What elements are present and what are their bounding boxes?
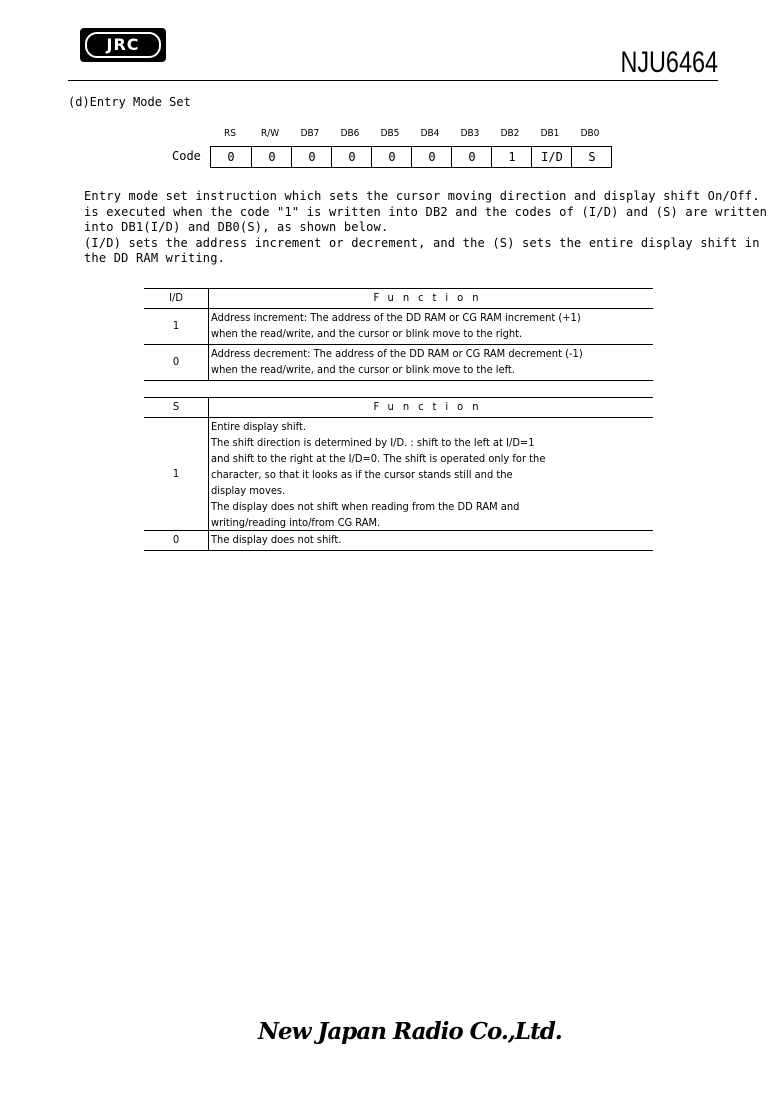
paragraph-line: (I/D) sets the address increment or decrement, and the (S) sets the entire display shift in [84, 236, 760, 250]
code-cell: I/D [531, 147, 572, 167]
table-top-rule [144, 288, 653, 289]
table-row-key: 1 [172, 319, 180, 332]
table-row-text: writing/reading into/from CG RAM. [211, 516, 381, 529]
table-row-text: Address decrement: The address of the DD RAM or CG RAM decrement (-1) [211, 347, 583, 360]
table-row-text: The display does not shift. [211, 533, 342, 546]
table-top-rule [144, 397, 653, 398]
code-row-label: Code [172, 149, 201, 163]
paragraph-line: the DD RAM writing. [84, 251, 226, 265]
code-cell: 0 [411, 147, 452, 167]
part-number: NJU6464 [620, 46, 718, 79]
table-head-key: S [172, 400, 180, 413]
paragraph-line: Entry mode set instruction which sets the cursor moving direction and display shift On/Off. [84, 189, 760, 203]
table-row-text: The shift direction is determined by I/D. : shift to the left at I/D=1 [211, 436, 535, 449]
code-cell: 0 [331, 147, 372, 167]
code-col-header: DB6 [340, 128, 360, 139]
table-row-rule [144, 550, 653, 551]
paragraph-line: into DB1(I/D) and DB0(S), as shown below. [84, 220, 389, 234]
code-col-header: RS [224, 128, 236, 139]
code-col-header: R/W [260, 128, 280, 139]
code-col-header: DB5 [380, 128, 400, 139]
table-divider [208, 288, 209, 380]
table-head-rule [144, 308, 653, 309]
table-row-text: display moves. [211, 484, 286, 497]
table-row-text: and shift to the right at the I/D=0. The shift is operated only for the [211, 452, 546, 465]
table-row-text: when the read/write, and the cursor or blink move to the left. [211, 363, 515, 376]
table-row-text: when the read/write, and the cursor or blink move to the right. [211, 327, 523, 340]
table-row-key: 0 [172, 355, 180, 368]
table-row-text: character, so that it looks as if the cursor stands still and the [211, 468, 513, 481]
table-row-text: The display does not shift when reading from the DD RAM and [211, 500, 520, 513]
code-box [210, 146, 612, 168]
code-cell: 0 [227, 150, 235, 164]
table-row-key: 1 [172, 466, 180, 480]
code-cell: 0 [251, 147, 292, 167]
table-row-rule [144, 530, 653, 531]
table-row-rule [144, 380, 653, 381]
code-col-header: DB0 [580, 128, 600, 139]
code-cell: S [571, 147, 612, 167]
paragraph-line: is executed when the code "1" is written into DB2 and the codes of (I/D) and (S) are written [84, 205, 768, 219]
header-rule [68, 80, 718, 81]
footer-company: New Japan Radio Co.,Ltd. [258, 1018, 562, 1045]
table-head-function: Function [373, 291, 488, 304]
code-col-header: DB3 [460, 128, 480, 139]
code-cell: 0 [291, 147, 332, 167]
code-col-header: DB2 [500, 128, 520, 139]
code-cell: 0 [451, 147, 492, 167]
table-head-function: Function [373, 400, 488, 413]
code-cell: 1 [491, 147, 532, 167]
code-col-header: DB7 [300, 128, 320, 139]
code-col-header: DB4 [420, 128, 440, 139]
table-row-text: Entire display shift. [211, 420, 306, 433]
table-divider [208, 397, 209, 550]
table-row-text: Address increment: The address of the DD RAM or CG RAM increment (+1) [211, 311, 581, 324]
table-head-key: I/D [169, 291, 183, 304]
code-col-header: DB1 [540, 128, 560, 139]
table-row-key: 0 [172, 533, 180, 546]
jrc-logo [80, 28, 166, 62]
code-cell: 0 [371, 147, 412, 167]
table-head-rule [144, 417, 653, 418]
logo-text: JRC [106, 35, 140, 54]
table-row-rule [144, 344, 653, 345]
section-title: (d)Entry Mode Set [68, 95, 191, 109]
